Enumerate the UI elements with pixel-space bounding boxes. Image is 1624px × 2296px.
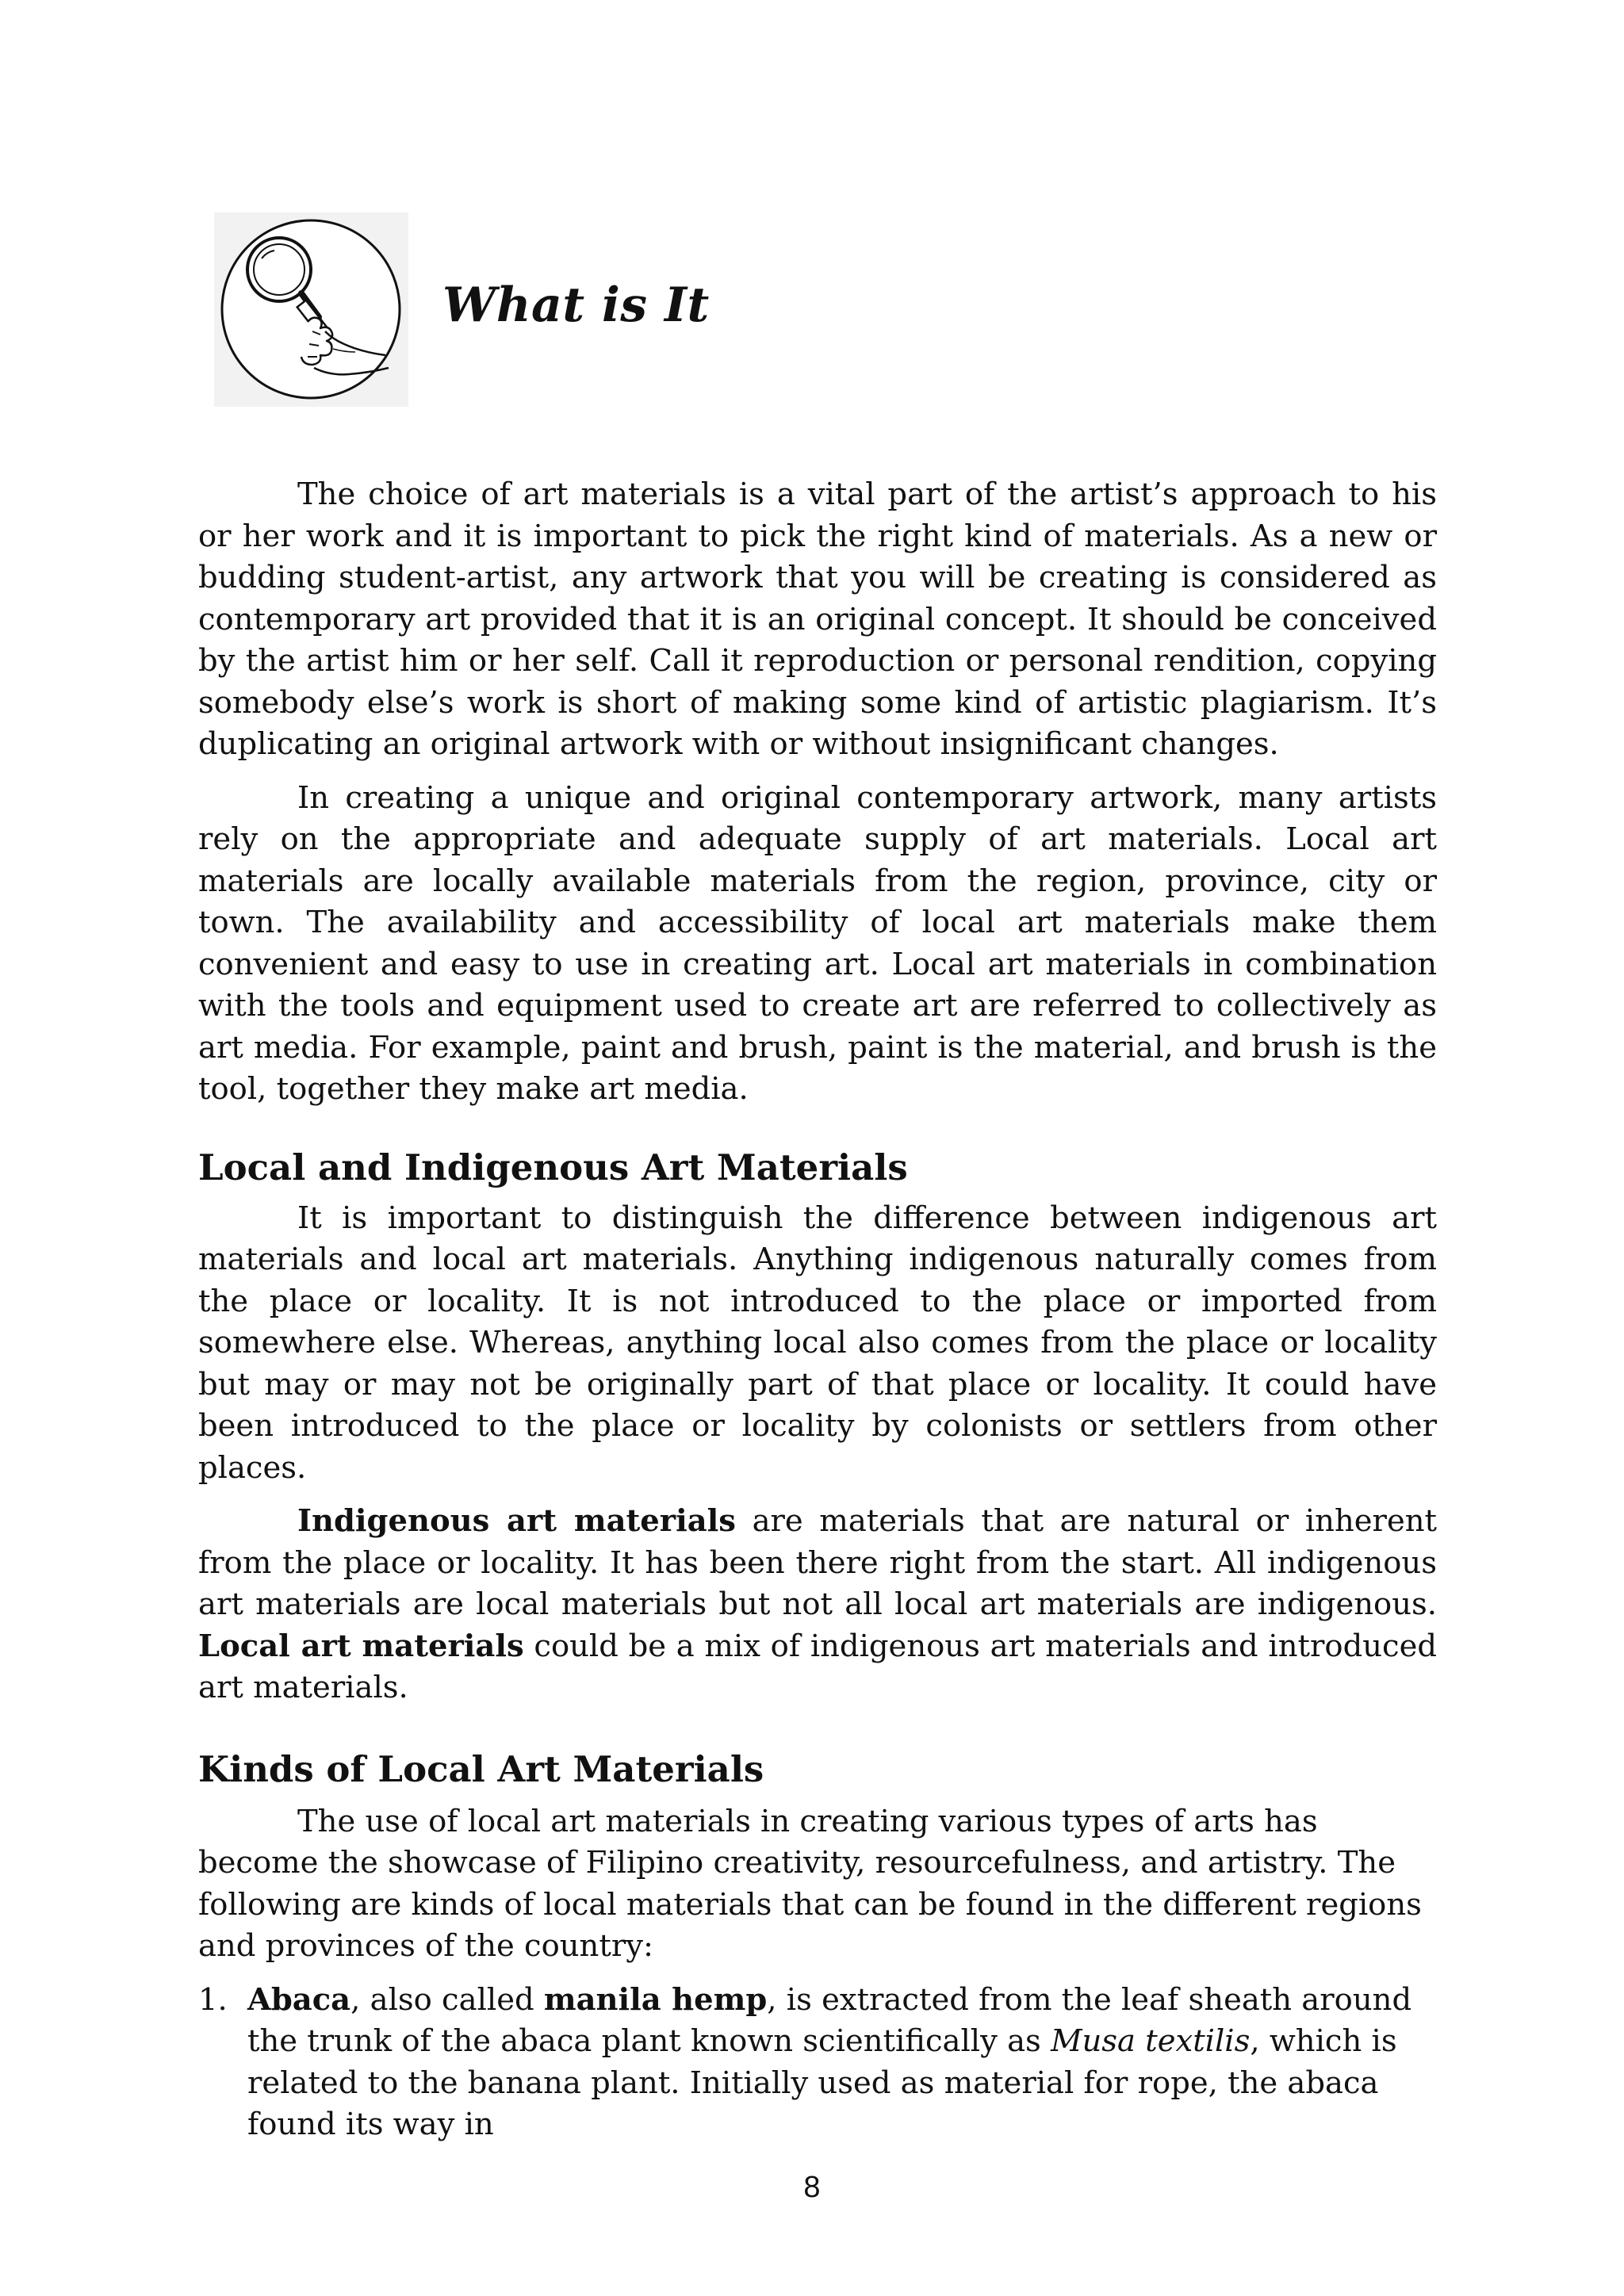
list-item-number: 1. [198,1981,228,2018]
intro-paragraph: The choice of art materials is a vital part of the artist’s approach to his or her work and it is important to pick the right kind of materials. As a new or budding student-artist, any artwork that you will be creating is considered as contemporary art provided that it is an original concept. It should be conceived by the artist him or her self. Call it reproduction or personal rendition, copying somebody else’s work is short of making some kind of artistic plagiarism. It’s duplicating an original artwork with or without insignificant changes. [198,476,1437,762]
materials-list [198,1980,1437,2146]
scientific-name: Musa textilis [1051,2023,1251,2059]
manila-hemp-term: manila hemp [543,1981,768,2018]
distinction-paragraph: It is important to distinguish the difference between indigenous art materials and local art materials. Anything indigenous naturally comes from the place or locality. It is not introduced to the place or imported from somewhere else. Whereas, anything local also comes from the place or locality but may or may not be originally part of that place or locality. It could have been introduced to the place or locality by colonists or settlers from other places. [198,1200,1437,1486]
kinds-intro-paragraph: The use of local art materials in creating various types of arts has become the showcase of Filipino creativity, resourcefulness, and artistry. The following are kinds of local materials that can be found in the different regions and provinces of the country: [198,1803,1422,1964]
list-item: 1. Abaca, also called manila hemp, is extracted from the leaf sheath around the trunk of the abaca plant known scientifically as Musa textilis, which is related to the banana plant. Initially used as material for rope, the abaca found its way in [198,1980,1437,2146]
art-media-paragraph: In creating a unique and original contemporary artwork, many artists rely on the appropriate and adequate supply of art materials. Local art materials are locally available materials from the region, province, city or town. The availability and accessibility of local art materials make them convenient and easy to use in creating art. Local art materials in combination with the tools and equipment used to create art are referred to collectively as art media. For example, paint and brush, paint is the material, and brush is the tool, together they make art media. [198,779,1437,1107]
magnifying-glass-icon [214,212,408,407]
section-title: What is It [442,277,710,333]
kinds-heading: Kinds of Local Art Materials [198,1747,764,1790]
indigenous-definition-paragraph: Indigenous art materials are materials that are natural or inherent from the place or locality. It has been there right from the start. All indigenous art materials are local materials but not all local art materials are indigenous. Local art materials could be a mix of indigenous art materials and introduced art materials. [198,1503,1437,1705]
indigenous-term: Indigenous art materials [297,1503,736,1539]
abaca-term: Abaca [247,1981,351,2018]
page-number: 8 [803,2171,821,2204]
local-term: Local art materials [198,1628,524,1664]
body-content [198,474,1437,2146]
local-indigenous-heading: Local and Indigenous Art Materials [198,1146,908,1188]
